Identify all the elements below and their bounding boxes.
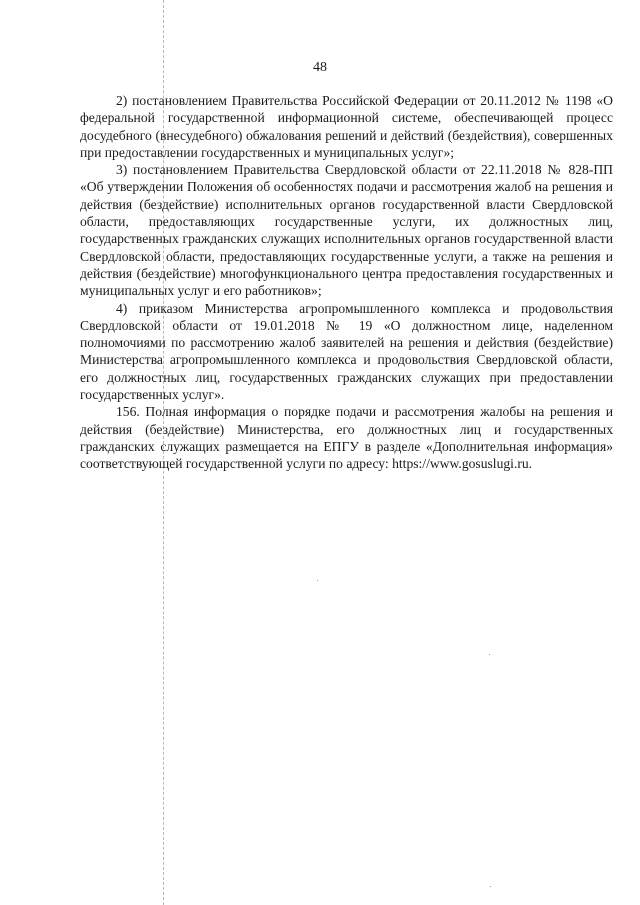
scan-speck [317,580,318,581]
scan-speck [490,886,491,887]
scan-speck [489,654,490,655]
paragraph-item-2: 2) постановлением Правительства Российской Федерации от 20.11.2012 № 1198 «О федеральной государственной информационной системе, обеспечивающей процесс досудебного (внесудебного) обжалования решений и действий (бездействия), совершенных при предоставлении государственных и муниципальных услуг»; [80,93,613,160]
paragraph-item-4: 4) приказом Министерства агропромышленного комплекса и продовольствия Свердловской области от 19.01.2018 № 19 «О должностном лице, наделенном полномочиями по рассмотрению жалоб заявителей на решения и действия (бездействие) Министерства агропромышленного комплекса и продовольствия Свердловской области, его должностных лиц, государственных гражданских служащих при предоставлении государственных услуг». [80,300,613,403]
page-number: 48 [313,60,327,75]
document-body [80,92,613,473]
paragraph-156: 156. Полная информация о порядке подачи и рассмотрения жалобы на решения и действия (бездействие) Министерства, его должностных лиц и государственных гражданских служащих размещается на ЕПГУ в разделе «Дополнительная информация» соответствующей государственной услуги по адресу: https://www.gosuslugi.ru. [80,404,613,472]
paragraph-item-3: 3) постановлением Правительства Свердловской области от 22.11.2018 № 828-ПП «Об утверждении Положения об особенностях подачи и рассмотрения жалоб на решения и действия (бездействие) исполнительных органов государственной власти Свердловской области, предоставляющих государственные услуги, их должностных лиц, государственных гражданских служащих исполнительных органов государственной власти Свердловской области, предоставляющих государственные услуги, а также на решения и действия (бездействие) многофункционального центра предоставления государственных и муниципальных услуг и его работников»; [80,162,613,299]
